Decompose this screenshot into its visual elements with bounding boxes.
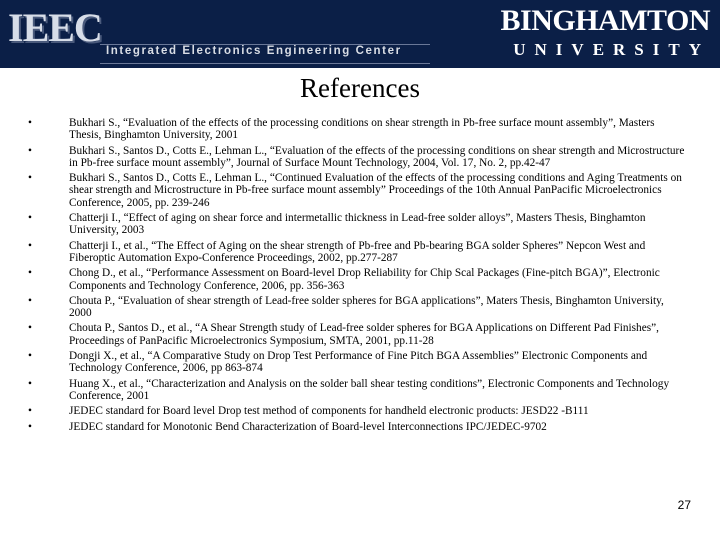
- reference-item: [28, 295, 688, 320]
- university-name: BINGHAMTON: [500, 4, 710, 37]
- reference-text: Chatterji I., “Effect of aging on shear force and intermetallic thickness in Lead-free solder alloys”, Masters Thesis, Binghamton University, 2003: [69, 212, 646, 237]
- reference-item: [28, 322, 688, 347]
- bullet: •: [28, 172, 32, 185]
- reference-text: Dongji X., et al., “A Comparative Study on Drop Test Performance of Fine Pitch BGA Assemblies” Electronic Components and Technology Conference, 2006, pp 863-874: [69, 350, 648, 375]
- bullet: •: [28, 144, 32, 157]
- center-name: Integrated Electronics Engineering Center: [106, 45, 402, 57]
- bullet: •: [28, 350, 32, 363]
- reference-text: Bukhari S., Santos D., Cotts E., Lehman L., “Continued Evaluation of the effects of the processing conditions and Aging Treatments on shear strength and Microstructure in Pb-free surface mount assembly” Proceedings of the 10th Annual PanPacific Microelectronics Conference, 2005, pp. 239-246: [69, 172, 682, 209]
- bullet: •: [28, 294, 32, 307]
- ieec-logo: [6, 5, 102, 50]
- reference-text: JEDEC standard for Monotonic Bend Characterization of Board-level Interconnections IPC/JEDEC-9702: [69, 420, 547, 433]
- university-subtitle: UNIVERSITY: [513, 40, 710, 59]
- reference-list: [28, 117, 688, 436]
- bullet: •: [28, 239, 32, 252]
- reference-item: [28, 267, 688, 292]
- bullet: •: [28, 420, 32, 433]
- reference-text: Bukhari S., “Evaluation of the effects of the processing conditions on shear strength in Pb-free surface mount assembly”, Masters Thesis, Binghamton University, 2001: [69, 117, 655, 142]
- bullet: •: [28, 405, 32, 418]
- header-banner: [0, 0, 720, 68]
- bullet: •: [28, 267, 32, 280]
- ieec-logo-text: IEEC: [8, 5, 102, 50]
- reference-item: [28, 405, 688, 417]
- reference-text: Chouta P., “Evaluation of shear strength of Lead-free solder spheres for BGA applications”, Maters Thesis, Binghamton University, 2000: [69, 294, 664, 320]
- reference-text: Chong D., et al., “Performance Assessment on Board-level Drop Reliability for Chip Scal Packages (Fine-pitch BGA)”, Electronic Components and Technology Conference, 2006, pp. 356-363: [69, 267, 660, 292]
- reference-item: [28, 240, 688, 265]
- reference-text: Chouta P., Santos D., et al., “A Shear Strength study of Lead-free solder spheres for BGA Applications on Different Pad Finishes”, Proceedings of PanPacific Microelectronics Symposium, SMTA, 2001, pp.11-28: [69, 322, 659, 347]
- reference-text: JEDEC standard for Board level Drop test method of components for handheld electronic products: JESD22 -B111: [69, 405, 589, 418]
- reference-text: Bukhari S., Santos D., Cotts E., Lehman L., “Evaluation of the effects of the processing conditions on shear strength and Microstructure in Pb-free surface mount assembly”, Journal of Surface Mount Technology, 2004, Vol. 17, No. 2, pp.42-47: [69, 144, 685, 169]
- reference-item: [28, 421, 688, 433]
- reference-item: [28, 378, 688, 403]
- reference-item: [28, 117, 688, 142]
- reference-text: Huang X., et al., “Characterization and Analysis on the solder ball shear testing conditions”, Electronic Components and Technology Conference, 2001: [69, 377, 670, 402]
- bullet: •: [28, 322, 32, 335]
- reference-item: [28, 350, 688, 375]
- slide-title: References: [300, 73, 420, 103]
- bullet: •: [28, 117, 32, 129]
- reference-text: Chatterji I., et al., “The Effect of Aging on the shear strength of Pb-free and Pb-bearing BGA solder Spheres” Nepcon West and Fiberoptic Automation Expo-Conference Proceedings, 2002, pp.277-287: [69, 239, 646, 264]
- bullet: •: [28, 377, 32, 390]
- reference-item: [28, 145, 688, 170]
- page-number: 27: [677, 498, 691, 512]
- reference-item: [28, 212, 688, 237]
- reference-item: [28, 172, 688, 209]
- bullet: •: [28, 212, 32, 225]
